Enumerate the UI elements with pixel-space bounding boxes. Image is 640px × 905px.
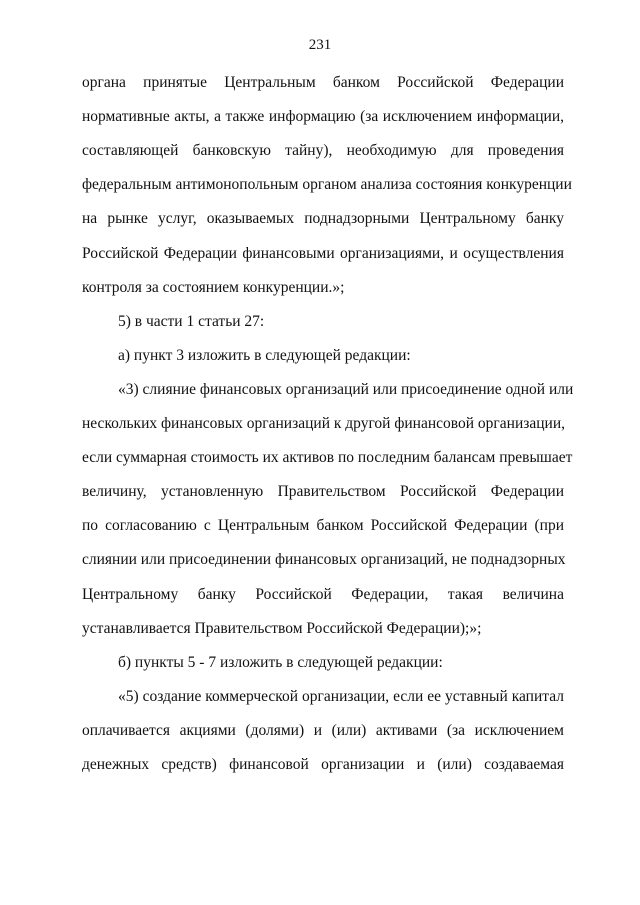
text-line: Российской Федерации финансовыми организациями, и осуществления: [82, 244, 564, 262]
text-line: устанавливается Правительством Российской Федерации);»;: [82, 619, 482, 637]
text-line: по согласованию с Центральным банком Российской Федерации (при: [82, 517, 564, 535]
text-line: контроля за состоянием конкуренции.»;: [82, 278, 345, 296]
text-line: слиянии или присоединении финансовых организаций, не поднадзорных: [82, 551, 566, 569]
text-line: нормативные акты, а также информацию (за исключением информации,: [82, 108, 564, 126]
text-line: оплачивается акциями (долями) и (или) активами (за исключением: [82, 721, 564, 739]
text-line: нескольких финансовых организаций к другой финансовой организации,: [82, 415, 566, 432]
text-line: составляющей банковскую тайну), необходимую для проведения: [82, 142, 564, 160]
text-line: «3) слияние финансовых организаций или присоединение одной или: [118, 380, 574, 398]
text-line: а) пункт 3 изложить в следующей редакции:: [118, 346, 411, 364]
text-line: 5) в части 1 статьи 27:: [118, 312, 265, 330]
text-line: федеральным антимонопольным органом анализа состояния конкуренции: [82, 176, 572, 194]
text-line: величину, установленную Правительством Российской Федерации: [82, 483, 564, 501]
text-line: если суммарная стоимость их активов по последним балансам превышает: [82, 449, 573, 467]
text-line: Центральному банку Российской Федерации, такая величина: [82, 585, 564, 603]
page-number: 231: [308, 37, 332, 53]
text-line: на рынке услуг, оказываемых поднадзорными Центральному банку: [82, 210, 564, 228]
text-line: денежных средств) финансовой организации и (или) создаваемая: [82, 756, 564, 773]
text-line: «5) создание коммерческой организации, если ее уставный капитал: [118, 687, 564, 705]
text-line: органа принятые Центральным банком Российской Федерации: [82, 74, 564, 91]
text-line: б) пункты 5 - 7 изложить в следующей редакции:: [118, 653, 443, 671]
